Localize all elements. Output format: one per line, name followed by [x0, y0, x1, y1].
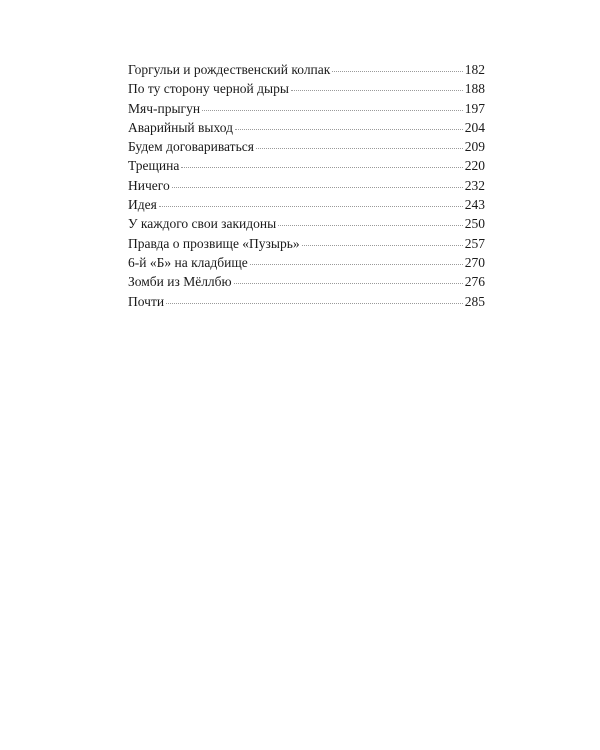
- toc-dot-leader: [291, 89, 463, 91]
- toc-entry: [128, 176, 485, 195]
- toc-entry: [128, 60, 485, 79]
- toc-dot-leader: [159, 205, 463, 207]
- toc-entry: [128, 79, 485, 98]
- toc-entry-page: 204: [464, 119, 485, 135]
- toc-dot-leader: [166, 302, 463, 304]
- toc-dot-leader: [235, 128, 463, 130]
- toc-entry-page: 232: [464, 177, 485, 193]
- toc-entry-title: У каждого свои закидоны: [128, 216, 277, 232]
- toc-entry-page: 257: [464, 235, 485, 251]
- toc-dot-leader: [256, 147, 463, 149]
- toc-entry-title: Аварийный выход: [128, 119, 233, 135]
- toc-dot-leader: [302, 244, 463, 246]
- toc-entry-title: Ничего: [128, 177, 170, 193]
- toc-entry: [128, 118, 485, 137]
- toc-entry-title: Трещина: [128, 158, 180, 174]
- toc-entry-title: По ту сторону черной дыры: [128, 81, 289, 97]
- toc-entry-title: Мяч-прыгун: [128, 100, 201, 116]
- toc-dot-leader: [172, 186, 463, 188]
- toc-entry: [128, 156, 485, 175]
- toc-entry-page: 243: [464, 197, 485, 213]
- toc-dot-leader: [234, 282, 463, 284]
- toc-entry-page: 276: [464, 274, 485, 290]
- toc-entry-page: 197: [464, 100, 485, 116]
- toc-entry-page: 188: [464, 81, 485, 97]
- toc-entry-page: 270: [464, 254, 485, 270]
- toc-dot-leader: [278, 224, 463, 226]
- toc-entry-page: 209: [464, 139, 485, 155]
- toc-entry: [128, 292, 485, 311]
- toc-entry-page: 250: [464, 216, 485, 232]
- toc-entry-page: 182: [464, 62, 485, 77]
- toc-dot-leader: [250, 263, 463, 265]
- toc-entry-title: Горгульи и рождественский колпак: [128, 62, 331, 77]
- toc-entry-page: 285: [464, 293, 485, 309]
- toc-entry-title: Будем договариваться: [128, 139, 254, 155]
- table-of-contents: [128, 60, 485, 311]
- toc-entry: [128, 137, 485, 156]
- toc-entry-title: Зомби из Мёллбю: [128, 274, 232, 290]
- toc-entry: [128, 195, 485, 214]
- toc-entry-page: 220: [464, 158, 485, 174]
- toc-entry-title: Почти: [128, 293, 165, 309]
- toc-entry-title: 6-й «Б» на кладбище: [128, 254, 248, 270]
- toc-dot-leader: [332, 70, 462, 72]
- toc-entry: [128, 234, 485, 253]
- toc-dot-leader: [202, 109, 463, 111]
- toc-entry: [128, 272, 485, 291]
- toc-entry: [128, 253, 485, 272]
- toc-dot-leader: [181, 166, 462, 168]
- toc-entry: [128, 214, 485, 233]
- toc-entry-title: Идея: [128, 197, 157, 213]
- toc-entry: [128, 99, 485, 118]
- toc-entry-title: Правда о прозвище «Пузырь»: [128, 235, 300, 251]
